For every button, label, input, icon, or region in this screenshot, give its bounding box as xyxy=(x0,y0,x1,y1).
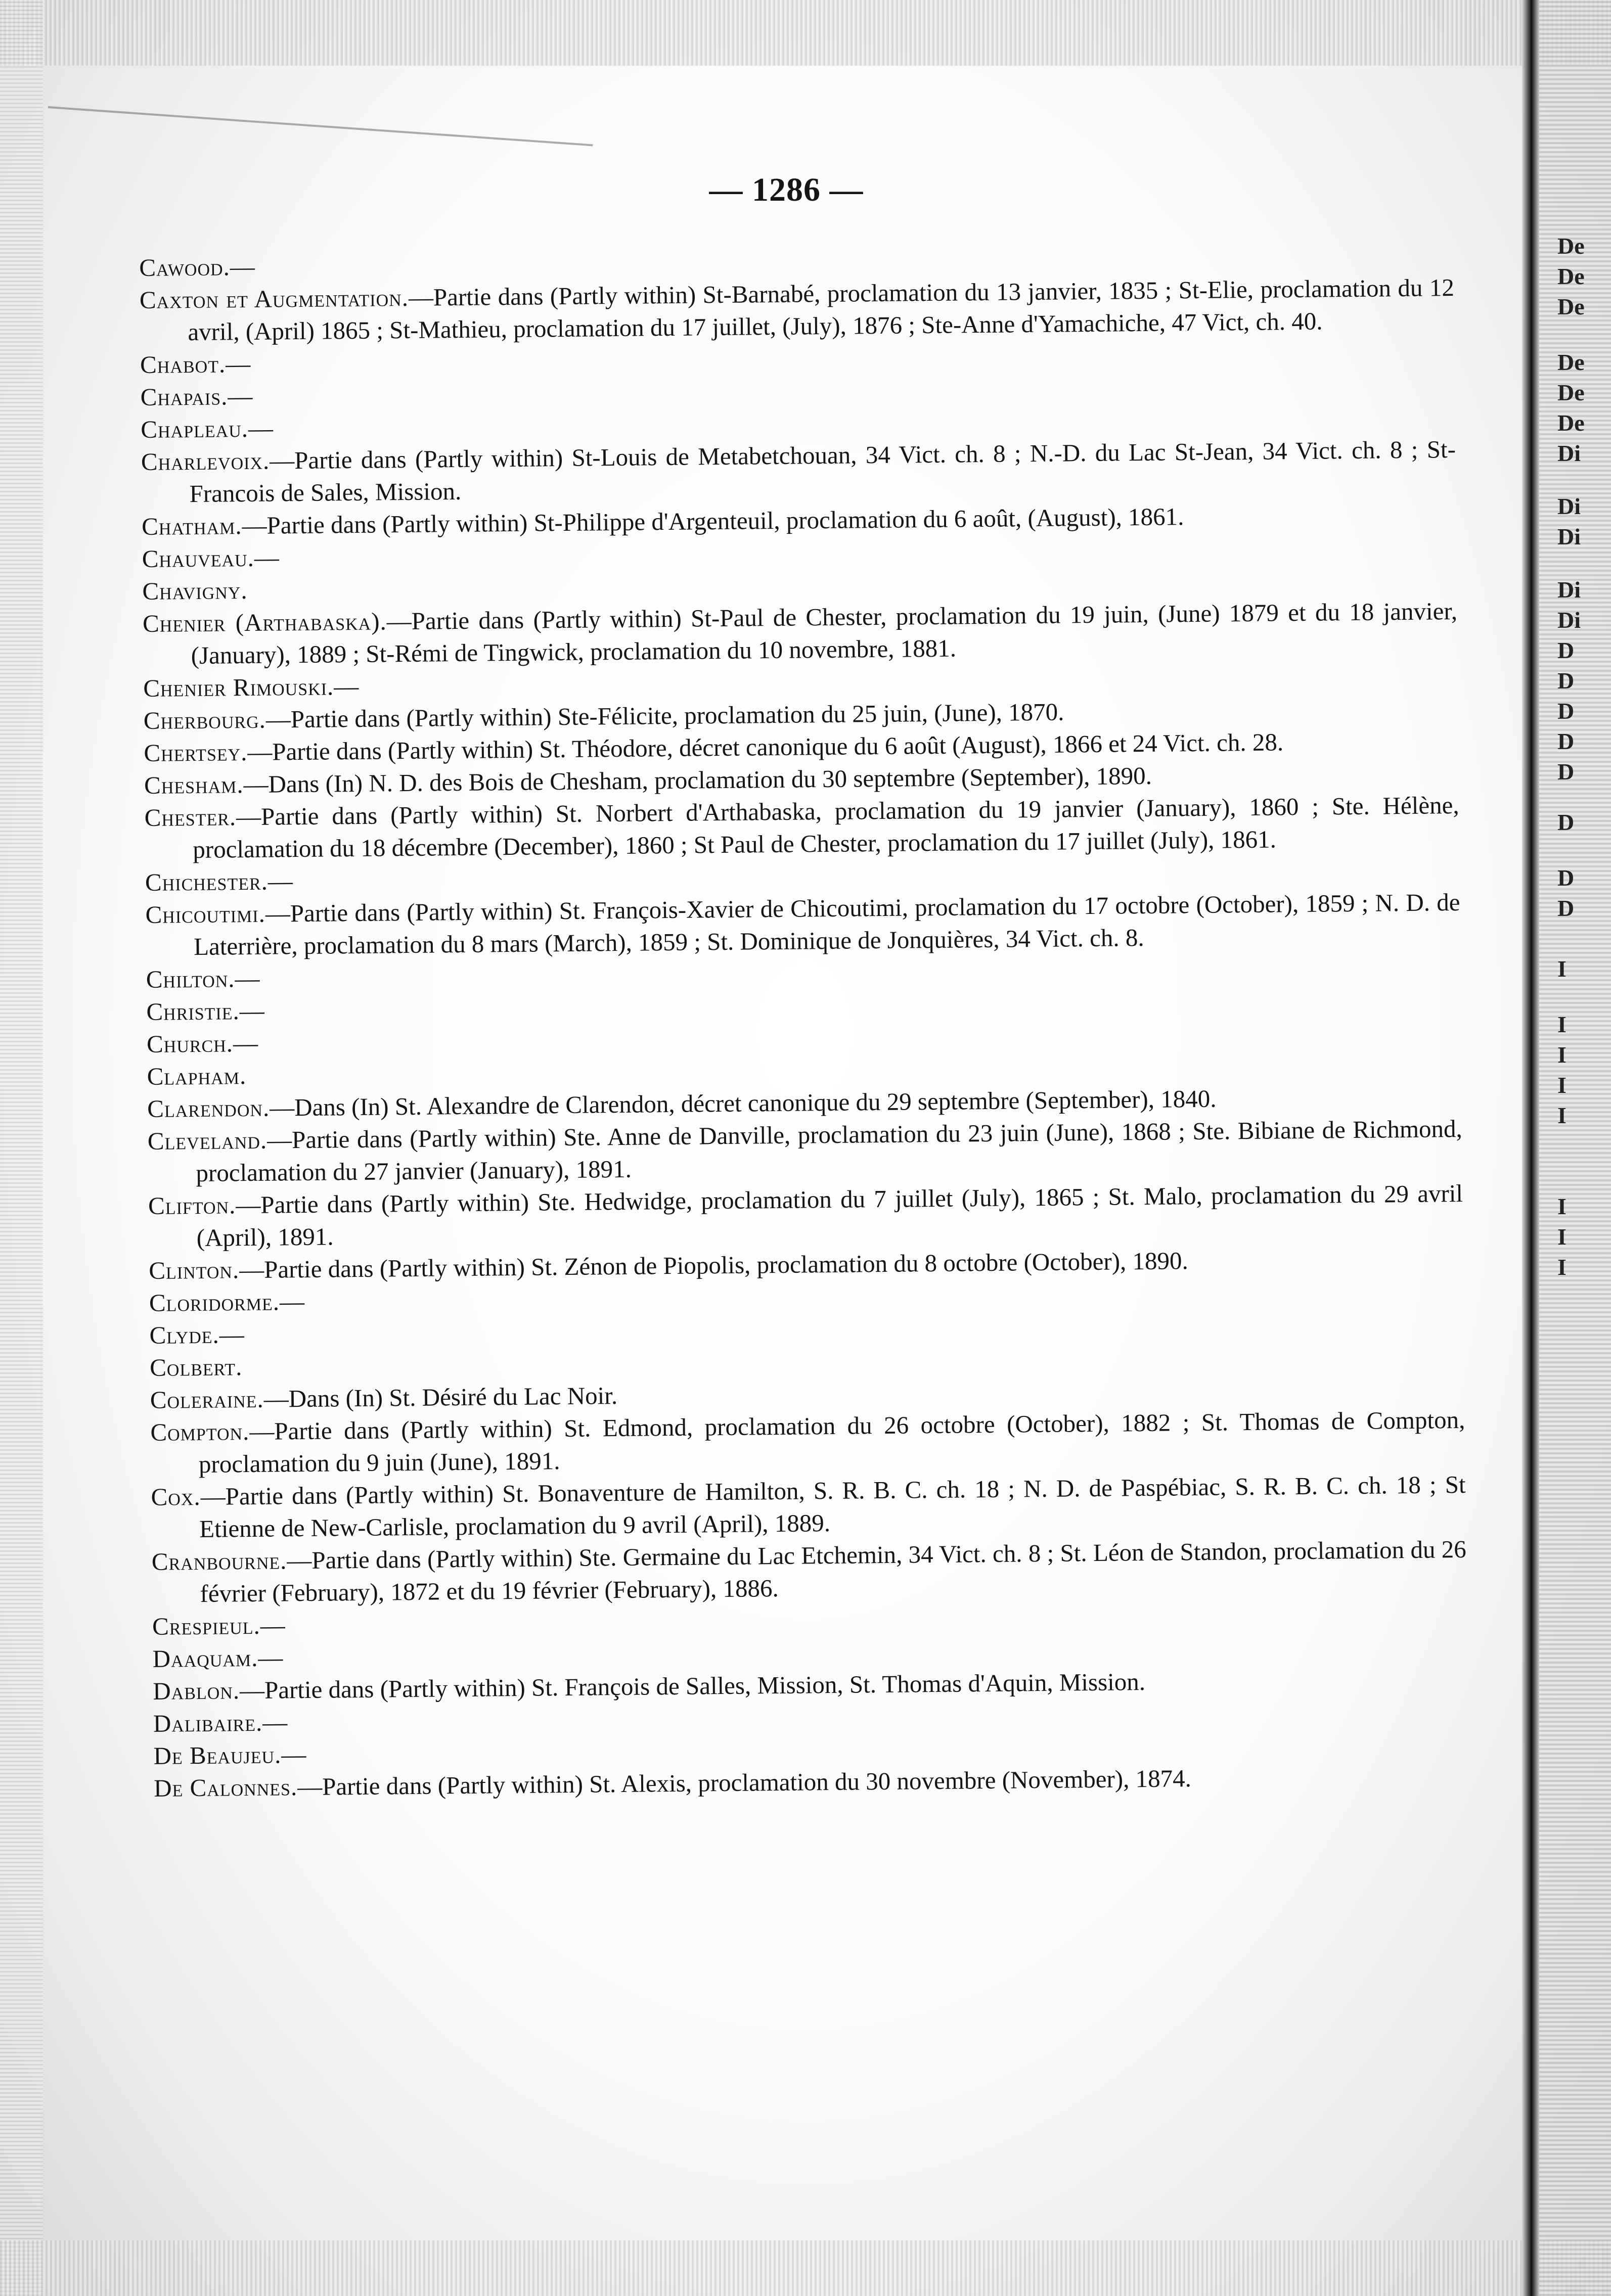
facing-page-letter: De xyxy=(1557,380,1585,405)
township-entry xyxy=(144,789,1459,866)
township-entry xyxy=(148,1177,1463,1255)
book-gutter xyxy=(1522,0,1539,2296)
township-name: Dalibaire.— xyxy=(153,1708,288,1737)
facing-page-letter: D xyxy=(1557,809,1575,835)
township-name: Chertsey. xyxy=(144,738,248,767)
township-name: Chapleau.— xyxy=(141,414,274,443)
facing-page-letter: I xyxy=(1557,1012,1567,1037)
facing-page-letter: De xyxy=(1557,233,1585,259)
facing-page-letter: I xyxy=(1557,1254,1567,1280)
parish-description: —Partie dans (Partly within) Ste. Hedwidge, proclamation du 7 juillet (July), 1865 ; St. Malo, proclamation du 29 avril (April), 1891. xyxy=(196,1179,1463,1252)
township-entry xyxy=(141,433,1456,511)
scan-noise-bottom xyxy=(0,2240,1611,2296)
parish-description: —Partie dans (Partly within) Ste. Germaine du Lac Etchemin, 34 Vict. ch. 8 ; St. Léon de Standon, proclamation du 26 février (February), 1872 et du 19 février (February), 1886. xyxy=(200,1535,1467,1608)
facing-page-letter: I xyxy=(1557,1072,1567,1098)
township-name: Chenier Rimouski.— xyxy=(143,672,360,702)
township-name: Christie.— xyxy=(146,996,265,1026)
facing-page-letter: I xyxy=(1557,1224,1567,1250)
facing-page-letter: D xyxy=(1557,895,1575,921)
township-name: De Beaujeu.— xyxy=(153,1740,307,1770)
township-name: Cloridorme.— xyxy=(149,1287,305,1317)
township-name: Cherbourg. xyxy=(143,705,266,734)
township-name: Chilton.— xyxy=(146,964,260,993)
township-name: Church.— xyxy=(146,1029,259,1058)
township-entry xyxy=(152,1533,1467,1611)
parish-description: —Partie dans (Partly within) St-Louis de Metabetchouan, 34 Vict. ch. 8 ; N.-D. du Lac St-Jean, 34 Vict. ch. 8 ; St-Francois de Sales, Mission. xyxy=(189,435,1456,508)
township-name: Clifton. xyxy=(148,1191,236,1220)
parish-description: —Partie dans (Partly within) St. Zénon de Piopolis, proclamation du 8 octobre (October), 1890. xyxy=(239,1247,1188,1284)
entry-list xyxy=(139,239,1468,1805)
scan-noise-left xyxy=(0,0,43,2296)
township-name: Chapais.— xyxy=(140,382,253,411)
facing-page-letter: D xyxy=(1557,698,1575,724)
township-name: Charlevoix. xyxy=(141,446,270,476)
township-name: Chauveau.— xyxy=(142,543,280,573)
township-name: Chesham. xyxy=(144,770,244,799)
parish-description: —Partie dans (Partly within) Ste-Félicite, proclamation du 25 juin, (June), 1870. xyxy=(265,698,1064,733)
township-name: Chicoutimi. xyxy=(145,899,266,929)
township-entry xyxy=(148,1113,1463,1190)
facing-page-letters xyxy=(1557,0,1608,2296)
parish-description: —Dans (In) St. Désiré du Lac Noir. xyxy=(263,1382,618,1413)
facing-page-letter: D xyxy=(1557,865,1575,891)
facing-page-letter: I xyxy=(1557,1042,1567,1068)
parish-description: —Partie dans (Partly within) Ste. Anne de Danville, proclamation du 23 juin (June), 1868 ; Ste. Bibiane de Richmond, proclamation du 27 janvier (January), 1891. xyxy=(196,1114,1463,1187)
township-name: Chichester.— xyxy=(145,867,294,896)
parish-description: —Partie dans (Partly within) St. Théodore, décret canonique du 6 août (August), 1866 et 24 Vict. ch. 28. xyxy=(247,728,1284,766)
facing-page-letter: De xyxy=(1557,263,1585,289)
township-name: Colbert. xyxy=(149,1353,243,1382)
township-name: Chenier (Arthabaska). xyxy=(142,607,387,637)
parish-description: —Partie dans (Partly within) St-Paul de Chester, proclamation du 19 juin, (June) 1879 et du 18 janvier, (January), 1889 ; St-Rémi de Tingwick, proclamation du 10 novembre, 1881. xyxy=(191,597,1458,670)
township-name: Clinton. xyxy=(149,1256,240,1284)
facing-page-letter: D xyxy=(1557,637,1575,663)
township-name: Chabot.— xyxy=(140,349,251,379)
township-entry xyxy=(145,886,1460,963)
parish-description: —Partie dans (Partly within) St. François-Xavier de Chicoutimi, proclamation du 17 octobre (October), 1859 ; N. D. de Laterrière, proclamation du 8 mars (March), 1859 ; St. Dominique de Jonquières, 34 Vict. ch. 8. xyxy=(193,888,1460,961)
township-name: Cox. xyxy=(151,1482,201,1511)
township-entry xyxy=(150,1404,1465,1481)
facing-page-letter: De xyxy=(1557,349,1585,375)
township-entry xyxy=(140,271,1455,349)
township-name: Dablon. xyxy=(153,1676,240,1705)
facing-page-letter: Di xyxy=(1557,493,1581,519)
facing-page-letter: Di xyxy=(1557,440,1581,466)
township-name: Cawood.— xyxy=(139,252,256,282)
facing-page-letter: D xyxy=(1557,668,1575,694)
parish-description: —Partie dans (Partly within) St. Edmond, proclamation du 26 octobre (October), 1882 ; St. Thomas de Compton, proclamation du 9 juin (June), 1891. xyxy=(198,1405,1465,1478)
township-entry xyxy=(151,1468,1466,1546)
township-name: Cranbourne. xyxy=(151,1546,287,1576)
parish-description: —Partie dans (Partly within) St. François de Salles, Mission, St. Thomas d'Aquin, Mission. xyxy=(239,1668,1146,1705)
township-name: Crespieul.— xyxy=(152,1611,286,1640)
township-name: Clapham. xyxy=(147,1062,247,1090)
facing-page-letter: I xyxy=(1557,956,1567,982)
page-number: — 1286 — xyxy=(709,171,864,208)
township-name: De Calonnes. xyxy=(153,1773,298,1802)
facing-page-letter: I xyxy=(1557,1193,1567,1219)
township-name: Cleveland. xyxy=(147,1126,267,1155)
parish-description: —Dans (In) N. D. des Bois de Chesham, proclamation du 30 septembre (September), 1890. xyxy=(243,761,1152,799)
facing-page-letter: D xyxy=(1557,728,1575,754)
facing-page-letter: Di xyxy=(1557,607,1581,633)
parish-description: —Dans (In) St. Alexandre de Clarendon, décret canonique du 29 septembre (September), 1840. xyxy=(269,1084,1217,1122)
facing-page-letter: De xyxy=(1557,294,1585,319)
township-name: Compton. xyxy=(150,1417,250,1446)
parish-description: —Partie dans (Partly within) St. Alexis, proclamation du 30 novembre (November), 1874. xyxy=(297,1764,1192,1801)
township-name: Chatham. xyxy=(141,512,242,540)
township-name: Caxton et Augmentation. xyxy=(139,283,409,314)
parish-description: —Partie dans (Partly within) St. Norbert d'Arthabaska, proclamation du 19 janvier (January), 1860 ; Ste. Hélène, proclamation du 18 décembre (December), 1860 ; St Paul de Chester, proclamation du 17 juillet (July), 1861. xyxy=(193,791,1459,864)
township-name: Coleraine. xyxy=(150,1385,264,1414)
township-name: Clarendon. xyxy=(147,1093,270,1123)
parish-description: —Partie dans (Partly within) St-Philippe d'Argenteuil, proclamation du 6 août, (August), 1861. xyxy=(242,502,1184,540)
township-entry xyxy=(143,595,1458,672)
facing-page-letter: Di xyxy=(1557,524,1581,549)
parish-description: —Partie dans (Partly within) St-Barnabé, proclamation du 13 janvier, 1835 ; St-Elie, proclamation du 12 avril, (April) 1865 ; St-Mathieu, proclamation du 17 juillet, (July), 1876 ; Ste-Anne d'Yamachiche, 47 Vict, ch. 40. xyxy=(188,273,1455,346)
facing-page-letter: D xyxy=(1557,759,1575,785)
township-name: Chester. xyxy=(144,803,237,832)
facing-page-letter: I xyxy=(1557,1103,1567,1128)
facing-page-letter: Di xyxy=(1557,577,1581,603)
township-name: Clyde.— xyxy=(149,1320,245,1349)
scan-noise-top xyxy=(0,0,1611,66)
township-name: Chavigny. xyxy=(142,576,248,605)
facing-page-letter: De xyxy=(1557,410,1585,436)
parish-description: —Partie dans (Partly within) St. Bonaventure de Hamilton, S. R. B. C. ch. 18 ; N. D. de Paspébiac, S. R. B. C. ch. 18 ; St Etienne de New-Carlisle, proclamation du 9 avril (April), 1889. xyxy=(199,1470,1466,1543)
township-name: Daaquam.— xyxy=(152,1643,284,1673)
